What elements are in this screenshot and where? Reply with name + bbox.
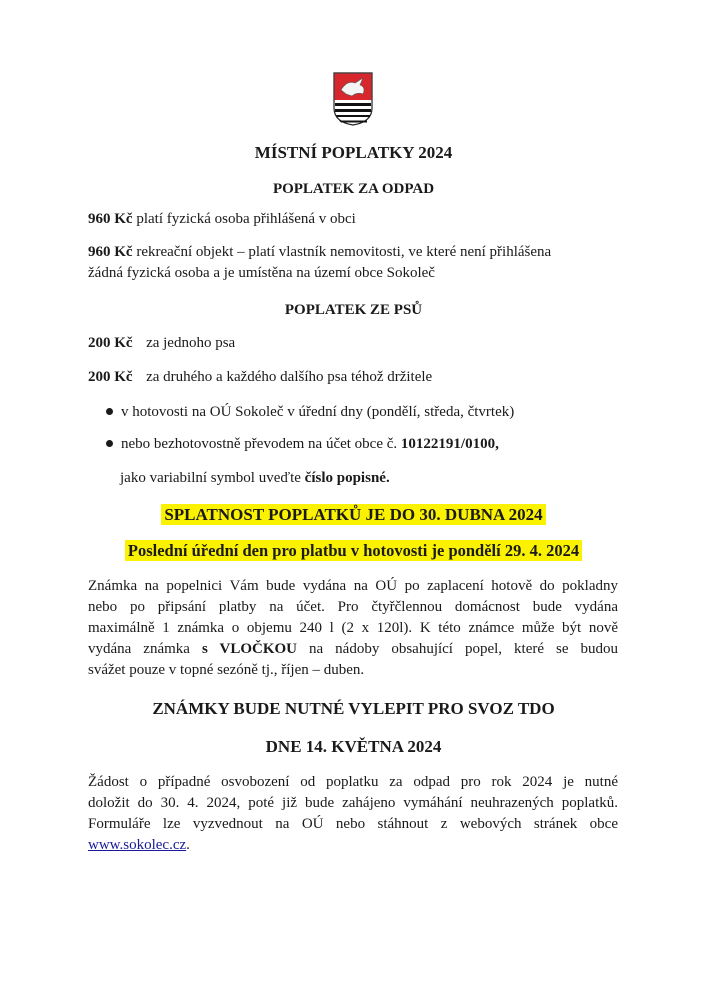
last-day-highlight: Poslední úřední den pro platbu v hotovosti je pondělí 29. 4. 2024 xyxy=(125,540,582,561)
sticker-paragraph xyxy=(88,576,618,681)
stickers-notice-line-1: ZNÁMKY BUDE NUTNÉ VYLEPIT PRO SVOZ TDO xyxy=(152,699,555,718)
dog-fee-line-2 xyxy=(88,369,432,386)
waste-fee-text-2: rekreační objekt – platí vlastník nemovitosti, ve které není přihlášena xyxy=(132,244,552,260)
dog-fee-line-1 xyxy=(88,335,235,352)
payment-bullet-2 xyxy=(106,436,499,453)
sticker-paragraph-line-4 xyxy=(88,639,618,660)
waste-fee-text-2-cont: žádná fyzická osoba a je umístěna na území obce Sokoleč xyxy=(88,265,435,281)
dog-fee-amount-2: 200 Kč xyxy=(88,369,133,385)
waste-fee-line-1 xyxy=(88,211,356,228)
dog-fee-text-2: za druhého a každého dalšího psa téhož držitele xyxy=(146,369,433,385)
waste-fee-text-1: platí fyzická osoba přihlášená v obci xyxy=(132,211,356,227)
website-link[interactable]: www.sokolec.cz xyxy=(88,837,187,853)
sticker-line-4-a: vydána známka xyxy=(88,641,202,657)
payment-bullet-1-text: v hotovosti na OÚ Sokoleč v úřední dny (pondělí, středa, čtvrtek) xyxy=(121,404,515,420)
coat-of-arms-icon xyxy=(333,72,373,126)
waste-fee-amount-1: 960 Kč xyxy=(88,211,133,227)
last-day-notice xyxy=(0,541,707,561)
exemption-paragraph-line-4 xyxy=(88,835,618,856)
sticker-line-4-b: na nádoby obsahující popel, které se budou xyxy=(297,641,618,657)
exemption-paragraph-line-3: Formuláře lze vyzvednout na OÚ nebo stáhnout z webových stránek obce xyxy=(88,816,618,832)
deadline-highlight: SPLATNOST POPLATKŮ JE DO 30. DUBNA 2024 xyxy=(161,504,545,525)
exemption-paragraph xyxy=(88,772,618,856)
waste-fee-line-2 xyxy=(88,244,551,261)
waste-fee-amount-2: 960 Kč xyxy=(88,244,133,260)
snowflake-sticker-label: s VLOČKOU xyxy=(201,641,298,657)
payment-bullet-2-text: nebo bezhotovostně převodem na účet obce č. xyxy=(121,436,401,452)
sticker-paragraph-line-5: svážet pouze v topné sezóně tj., říjen – duben. xyxy=(88,662,365,678)
deadline-notice xyxy=(0,505,707,525)
bullet-icon xyxy=(106,408,113,415)
page-title: MÍSTNÍ POPLATKY 2024 xyxy=(254,143,453,162)
sticker-paragraph-line-1: Známka na popelnici Vám bude vydána na OÚ po zaplacení hotově do pokladny xyxy=(88,578,618,594)
payment-bullet-1 xyxy=(106,404,514,421)
bullet-icon xyxy=(106,440,113,447)
exemption-paragraph-line-2: doložit do 30. 4. 2024, poté již bude zahájeno vymáhání neuhrazených poplatků. xyxy=(88,795,618,811)
sticker-paragraph-line-3: maximálně 1 známka o objemu 240 l (2 x 120l). K této známce může být nově xyxy=(88,620,618,636)
dog-fee-amount-1: 200 Kč xyxy=(88,335,133,351)
stickers-notice-line-2: DNE 14. KVĚTNA 2024 xyxy=(265,737,442,756)
variable-symbol-text: jako variabilní symbol uveďte xyxy=(120,470,305,486)
exemption-end-period: . xyxy=(186,837,190,853)
waste-fee-heading: POPLATEK ZA ODPAD xyxy=(272,181,435,197)
exemption-paragraph-line-1: Žádost o případné osvobození od poplatku za odpad pro rok 2024 je nutné xyxy=(88,774,618,790)
dog-fee-text-1: za jednoho psa xyxy=(146,335,236,351)
variable-symbol-bold: číslo popisné. xyxy=(304,470,390,486)
bank-account-number: 10122191/0100, xyxy=(400,436,499,452)
variable-symbol-note xyxy=(120,470,390,487)
sticker-paragraph-line-2: nebo po připsání platby na účet. Pro čtyřčlennou domácnost bude vydána xyxy=(88,599,618,615)
dog-fee-heading: POPLATEK ZE PSŮ xyxy=(284,302,423,318)
